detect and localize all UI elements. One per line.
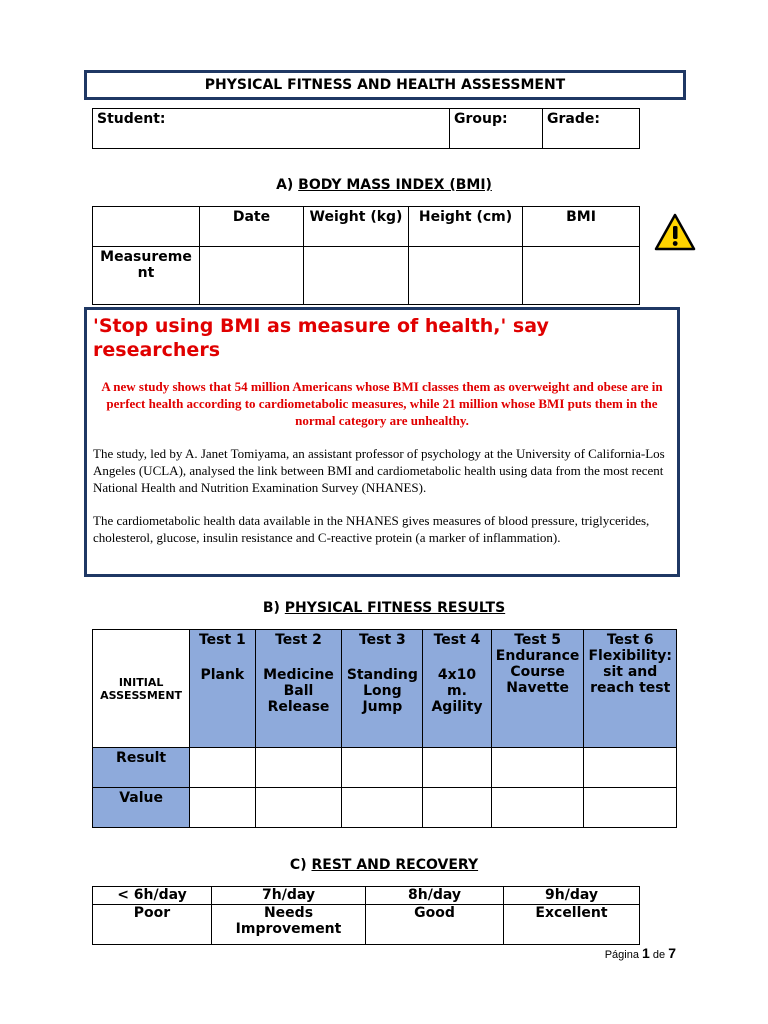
- result-cell[interactable]: [190, 748, 255, 788]
- student-field[interactable]: Student:: [93, 109, 450, 149]
- fitness-test-5: Test 5 Endurance Course Navette: [491, 630, 584, 748]
- student-table: [92, 108, 640, 149]
- value-cell[interactable]: [423, 788, 492, 828]
- article-paragraph-1: The study, led by A. Janet Tomiyama, an assistant professor of psychology at the University of California-Los Angeles (UCLA), analysed the link between BMI and cardiometabolic health using data from the most recent National Health and Nutrition Examination Survey (NHANES).: [93, 446, 665, 495]
- rest-table: [92, 886, 640, 945]
- result-cell[interactable]: [423, 748, 492, 788]
- bmi-date-cell[interactable]: [200, 247, 304, 305]
- group-field[interactable]: Group:: [450, 109, 543, 149]
- fitness-test-1: Test 1 Plank: [190, 630, 255, 748]
- result-cell[interactable]: [342, 748, 423, 788]
- bmi-header-bmi: BMI: [523, 207, 640, 247]
- article-headline: 'Stop using BMI as measure of health,' say researchers: [93, 315, 549, 361]
- fitness-test-3: Test 3 Standing Long Jump: [342, 630, 423, 748]
- rest-hours-3: 8h/day: [366, 887, 504, 905]
- bmi-header-empty: [93, 207, 200, 247]
- page-title: PHYSICAL FITNESS AND HEALTH ASSESSMENT: [84, 70, 686, 100]
- value-cell[interactable]: [255, 788, 342, 828]
- grade-field[interactable]: Grade:: [543, 109, 640, 149]
- fitness-test-4: Test 4 4x10 m. Agility: [423, 630, 492, 748]
- rest-rating-3: Good: [366, 905, 504, 945]
- section-b-heading: B) PHYSICAL FITNESS RESULTS: [262, 600, 506, 616]
- bmi-header-weight: Weight (kg): [304, 207, 409, 247]
- total-pages: 7: [668, 945, 676, 961]
- value-cell[interactable]: [342, 788, 423, 828]
- section-c-heading: C) REST AND RECOVERY: [289, 857, 479, 873]
- bmi-row-label: Measurement: [93, 247, 200, 305]
- bmi-table: [92, 206, 640, 305]
- rest-rating-4: Excellent: [504, 905, 640, 945]
- rest-hours-2: 7h/day: [212, 887, 366, 905]
- rest-hours-4: 9h/day: [504, 887, 640, 905]
- rest-rating-1: Poor: [93, 905, 212, 945]
- bmi-header-date: Date: [200, 207, 304, 247]
- rest-rating-2: Needs Improvement: [212, 905, 366, 945]
- fitness-row-value: Value: [93, 788, 190, 828]
- article-box: [84, 307, 680, 577]
- page-footer: Página 1 de 7: [604, 945, 676, 961]
- article-lead: A new study shows that 54 million Americans whose BMI classes them as overweight and obese are in perfect health according to cardiometabolic measures, while 21 million whose BMI puts them in the normal category are unhealthy.: [101, 379, 663, 428]
- result-cell[interactable]: [584, 748, 677, 788]
- current-page: 1: [642, 945, 650, 961]
- bmi-weight-cell[interactable]: [304, 247, 409, 305]
- fitness-row-result: Result: [93, 748, 190, 788]
- value-cell[interactable]: [584, 788, 677, 828]
- fitness-test-2: Test 2 Medicine Ball Release: [255, 630, 342, 748]
- value-cell[interactable]: [190, 788, 255, 828]
- section-a-title: BODY MASS INDEX (BMI): [298, 177, 492, 193]
- bmi-value-cell[interactable]: [523, 247, 640, 305]
- fitness-table: [92, 629, 677, 828]
- fitness-corner-label: INITIAL ASSESSMENT: [93, 630, 190, 748]
- value-cell[interactable]: [491, 788, 584, 828]
- fitness-test-6: Test 6 Flexibility: sit and reach test: [584, 630, 677, 748]
- article-paragraph-2: The cardiometabolic health data available in the NHANES gives measures of blood pressure, triglycerides, cholesterol, glucose, insulin resistance and C-reactive protein (a marker of inflammation).: [93, 513, 650, 545]
- result-cell[interactable]: [255, 748, 342, 788]
- section-b-title: PHYSICAL FITNESS RESULTS: [284, 600, 506, 616]
- warning-triangle-icon: [653, 212, 697, 252]
- section-a-heading: A) BODY MASS INDEX (BMI): [276, 177, 492, 193]
- bmi-height-cell[interactable]: [409, 247, 523, 305]
- rest-hours-1: < 6h/day: [93, 887, 212, 905]
- section-c-title: REST AND RECOVERY: [311, 857, 479, 873]
- result-cell[interactable]: [491, 748, 584, 788]
- bmi-header-height: Height (cm): [409, 207, 523, 247]
